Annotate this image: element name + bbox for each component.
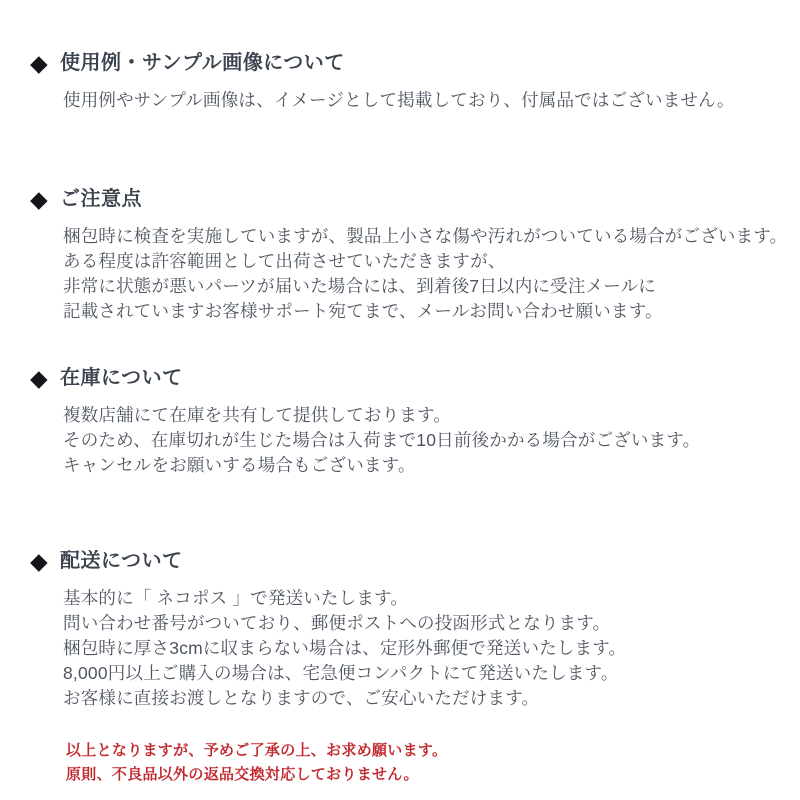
diamond-bullet-icon: ◆ — [30, 547, 49, 574]
body-line: 梱包時に厚さ3cmに収まらない場合は、定形外郵便で発送いたします。 — [63, 638, 627, 658]
section-heading — [0, 49, 800, 77]
section-title: 在庫について — [60, 367, 183, 389]
section-stock — [0, 364, 800, 478]
section-shipping — [0, 547, 800, 711]
warning-line: 以上となりますが、予めご了承の上、お求め願います。 — [66, 742, 448, 759]
section-body — [63, 224, 800, 324]
section-title: 配送について — [60, 550, 183, 572]
section-caution — [0, 185, 800, 324]
body-line: 使用例やサンプル画像は、イメージとして掲載しており、付属品ではございません。 — [63, 90, 735, 110]
body-line: 非常に状態が悪いパーツが届いた場合には、到着後7日以内に受注メールに — [63, 276, 656, 296]
section-body — [63, 88, 800, 113]
diamond-bullet-icon: ◆ — [30, 185, 49, 212]
body-line: 基本的に「 ネコポス 」で発送いたします。 — [63, 588, 409, 608]
diamond-bullet-icon: ◆ — [30, 364, 49, 391]
section-sample-images — [0, 49, 800, 113]
section-title: 使用例・サンプル画像について — [60, 52, 345, 74]
section-heading — [0, 364, 800, 392]
section-title: ご注意点 — [60, 188, 142, 210]
body-line: 8,000円以上ご購入の場合は、宅急便コンパクトにて発送いたします。 — [63, 663, 619, 683]
body-line: キャンセルをお願いする場合もございます。 — [63, 455, 416, 475]
body-line: お客様に直接お渡しとなりますので、ご安心いただけます。 — [63, 688, 540, 708]
section-body — [63, 403, 800, 478]
body-line: そのため、在庫切れが生じた場合は入荷まで10日前後かかる場合がございます。 — [63, 430, 701, 450]
section-body — [63, 586, 800, 711]
body-line: ある程度は許容範囲として出荷させていただきますが、 — [63, 251, 506, 271]
section-heading — [0, 185, 800, 213]
warning-note — [66, 739, 447, 787]
body-line: 記載されていますお客様サポート宛てまで、メールお問い合わせ願います。 — [63, 301, 663, 321]
warning-line: 原則、不良品以外の返品交換対応しておりません。 — [66, 766, 419, 783]
body-line: 梱包時に検査を実施していますが、製品上小さな傷や汚れがついている場合がございます。 — [63, 226, 788, 246]
body-line: 複数店舗にて在庫を共有して提供しております。 — [63, 405, 451, 425]
section-heading — [0, 547, 800, 575]
diamond-bullet-icon: ◆ — [30, 49, 49, 76]
body-line: 問い合わせ番号がついており、郵便ポストへの投函形式となります。 — [63, 613, 611, 633]
